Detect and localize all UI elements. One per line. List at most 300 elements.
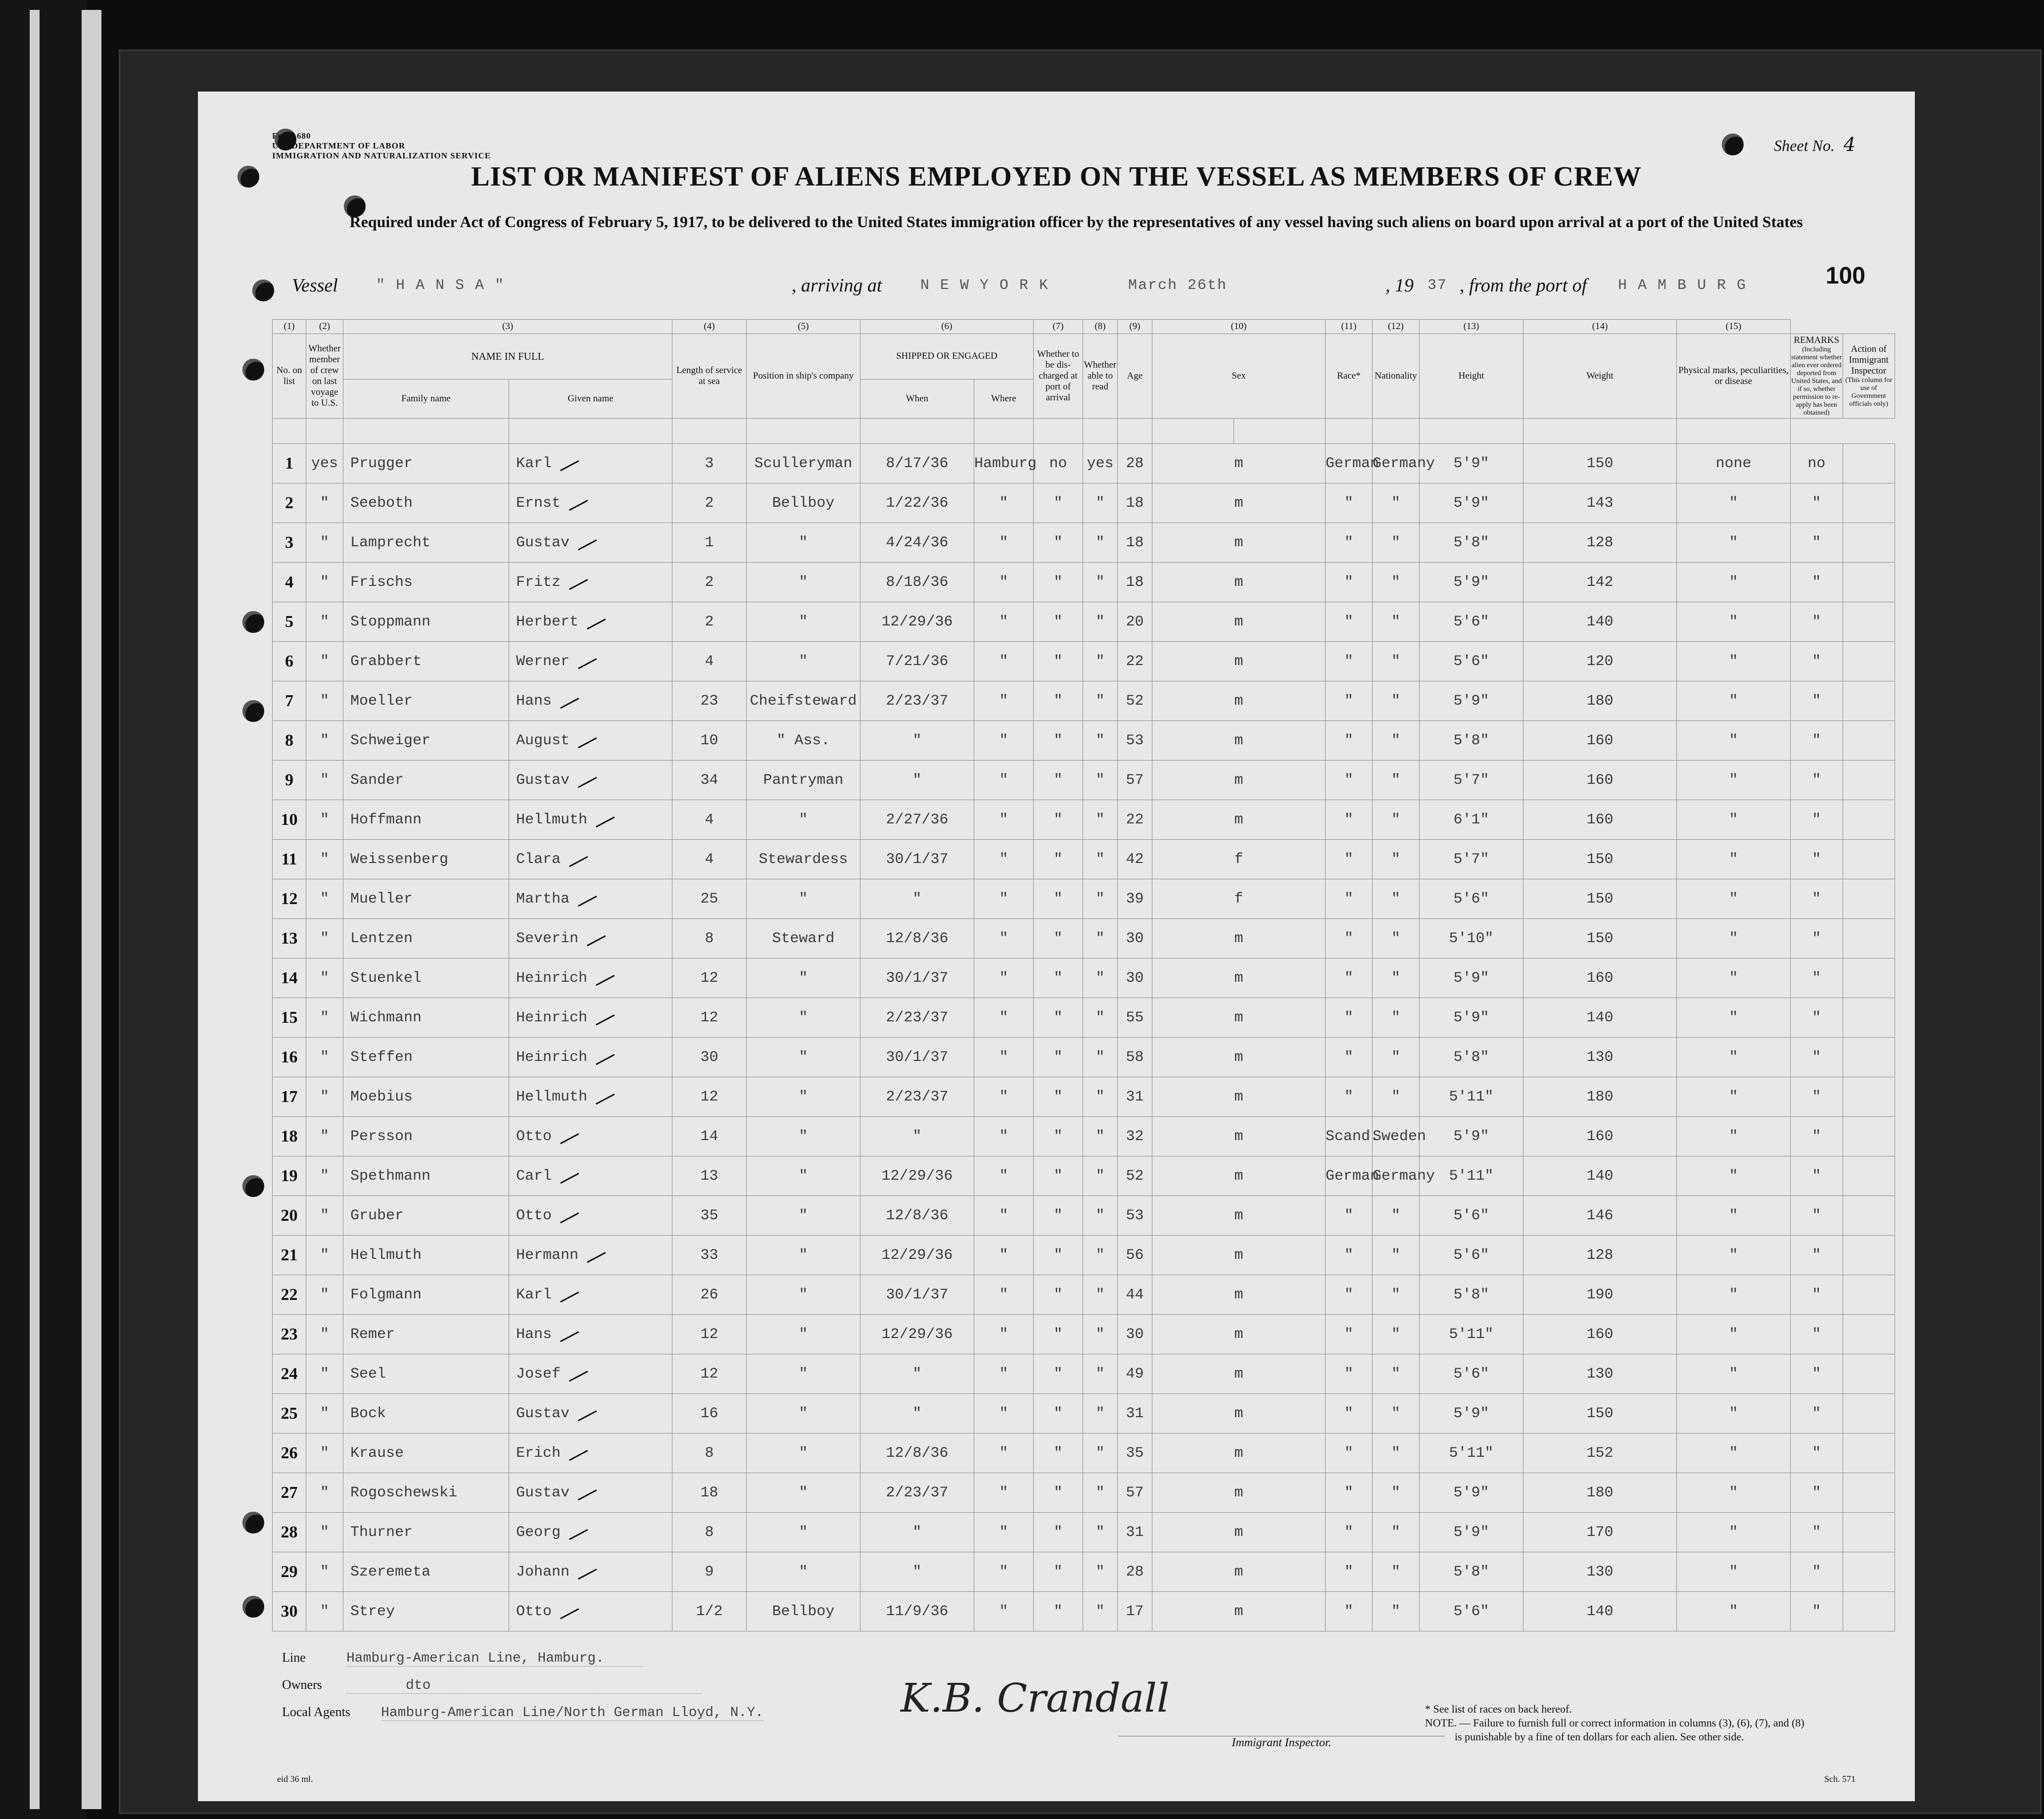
given-value: Herbert xyxy=(516,614,579,630)
column-header-discharged: Whether to be dis-charged at port of arrival xyxy=(1034,334,1083,419)
crew-value: " xyxy=(320,1049,329,1066)
weight-value: 152 xyxy=(1586,1444,1614,1462)
cell-race xyxy=(1326,1038,1373,1077)
column-header-action xyxy=(1843,334,1895,419)
page-number: 100 xyxy=(1825,263,1865,289)
cell-position xyxy=(747,1354,860,1394)
cell-weight xyxy=(1523,1434,1677,1473)
cell-discharged xyxy=(1034,642,1083,681)
when-value: 1/22/36 xyxy=(886,494,949,512)
when-value: 11/9/36 xyxy=(886,1603,949,1620)
cell-where xyxy=(974,483,1034,523)
cell-no xyxy=(273,1552,306,1592)
cell-when xyxy=(860,1236,974,1275)
age-value: 44 xyxy=(1126,1286,1144,1303)
crew-value: " xyxy=(320,613,329,630)
sex-value: m xyxy=(1234,1049,1243,1066)
cell-no xyxy=(273,1354,306,1394)
cell-age xyxy=(1118,1473,1152,1513)
cell-when xyxy=(860,1592,974,1631)
cell-marks xyxy=(1677,919,1791,958)
cell-marks xyxy=(1677,523,1791,563)
cell-family xyxy=(343,800,509,840)
position-value: Sculleryman xyxy=(754,455,853,472)
read-value: " xyxy=(1095,1563,1105,1580)
cell-service xyxy=(672,998,747,1038)
when-value: 12/29/36 xyxy=(881,1326,953,1343)
cell-position xyxy=(747,998,860,1038)
given-value: Clara xyxy=(516,851,561,868)
when-value: 4/24/36 xyxy=(886,534,949,551)
cell-no xyxy=(273,444,306,483)
cell-height xyxy=(1420,1354,1523,1394)
table-row xyxy=(273,1552,1895,1592)
cell-when xyxy=(860,1354,974,1394)
sheet-number-label: Sheet No. xyxy=(1774,137,1835,154)
position-value: " xyxy=(799,1484,808,1501)
sex-value: m xyxy=(1234,1246,1243,1264)
cell-service xyxy=(672,761,747,800)
family-value: Lamprecht xyxy=(350,534,431,551)
read-value: " xyxy=(1095,1128,1105,1145)
nationality-value: " xyxy=(1391,969,1400,987)
cell-given xyxy=(509,1513,672,1552)
cell-nationality xyxy=(1373,1156,1435,1196)
cell-age xyxy=(1118,1315,1152,1354)
cell-when xyxy=(860,1117,974,1156)
discharged-value: " xyxy=(1053,1167,1063,1185)
cell-action xyxy=(1843,1156,1895,1196)
family-value: Remer xyxy=(350,1326,395,1343)
column-number: (10) xyxy=(1152,320,1326,334)
cell-height xyxy=(1420,1196,1523,1236)
given-value: Johann xyxy=(516,1564,570,1580)
marks-value: " xyxy=(1729,1128,1738,1145)
cell-position xyxy=(747,1434,860,1473)
marks-value: " xyxy=(1729,1286,1738,1303)
discharged-value: " xyxy=(1053,653,1063,670)
cell-discharged xyxy=(1034,800,1083,840)
cell-action xyxy=(1843,1434,1895,1473)
no-value: 13 xyxy=(281,929,298,948)
no-value: 2 xyxy=(285,493,293,512)
cell-discharged xyxy=(1034,879,1083,919)
form-identifier xyxy=(272,131,491,161)
race-value: German xyxy=(1326,1167,1379,1185)
remarks-value: " xyxy=(1812,1167,1821,1185)
cell-service xyxy=(672,1117,747,1156)
cell-service xyxy=(672,800,747,840)
cell-when xyxy=(860,1513,974,1552)
cell-marks xyxy=(1677,840,1791,879)
crew-rows xyxy=(273,444,1895,1631)
cell-given xyxy=(509,642,672,681)
where-value: " xyxy=(999,1286,1008,1303)
cell-sex xyxy=(1152,642,1326,681)
cell-position xyxy=(747,1077,860,1117)
table-row xyxy=(273,1156,1895,1196)
marks-value: " xyxy=(1729,1009,1738,1026)
cell-nationality xyxy=(1373,1038,1420,1077)
cell-service xyxy=(672,958,747,998)
table-row xyxy=(273,642,1895,681)
remarks-note: (Including statement whether alien ever ordered deported from United States, and if so, whether permission to re-apply has been obtained) xyxy=(1791,346,1842,417)
cell-remarks xyxy=(1791,1394,1843,1434)
page-subtitle: Required under Act of Congress of February 5, 1917, to be delivered to the United States immigration officer by the representatives of any vessel having such aliens on board upon arrival at a port of the United States xyxy=(349,213,1803,231)
service-value: 14 xyxy=(700,1128,718,1145)
nationality-value: " xyxy=(1391,1563,1400,1580)
cell-action xyxy=(1843,879,1895,919)
agents-value: Hamburg-American Line/North German Lloyd, N.Y. xyxy=(381,1705,763,1721)
crew-value: " xyxy=(320,1484,329,1501)
family-value: Hellmuth xyxy=(350,1246,422,1264)
service-value: 1/2 xyxy=(696,1603,723,1620)
column-number-row xyxy=(273,320,1895,334)
crew-value: " xyxy=(320,1365,329,1383)
position-value: " xyxy=(799,613,808,630)
cell-when xyxy=(860,681,974,721)
cell-service xyxy=(672,681,747,721)
cell-where xyxy=(974,800,1034,840)
cell-discharged xyxy=(1034,523,1083,563)
cell-where xyxy=(974,919,1034,958)
cell-age xyxy=(1118,761,1152,800)
cell-action xyxy=(1843,523,1895,563)
check-mark xyxy=(564,490,588,511)
discharged-value: " xyxy=(1053,1207,1063,1224)
cell-read xyxy=(1083,1434,1118,1473)
nationality-value: " xyxy=(1391,692,1400,710)
age-value: 28 xyxy=(1126,1563,1144,1580)
year-prefix: , 19 xyxy=(1385,275,1414,296)
no-value: 24 xyxy=(281,1364,298,1383)
read-value: yes xyxy=(1087,455,1114,472)
cell-when xyxy=(860,642,974,681)
cell-where xyxy=(974,523,1034,563)
marks-value: " xyxy=(1729,851,1738,868)
service-value: 12 xyxy=(700,1365,718,1383)
cell-position xyxy=(747,1394,860,1434)
cell-where xyxy=(974,444,1037,483)
cell-action xyxy=(1843,1552,1895,1592)
cell-service xyxy=(672,444,747,483)
weight-value: 160 xyxy=(1586,969,1614,987)
cell-no xyxy=(273,998,306,1038)
check-mark xyxy=(573,1480,597,1501)
read-value: " xyxy=(1095,1088,1105,1105)
height-value: 5'9" xyxy=(1453,969,1489,987)
cell-action xyxy=(1843,1592,1895,1631)
where-value: " xyxy=(999,1603,1008,1620)
family-value: Rogoschewski xyxy=(350,1484,458,1501)
column-header-height: Height xyxy=(1420,334,1523,419)
cell-no xyxy=(273,1117,306,1156)
given-value: Heinrich xyxy=(516,1049,588,1066)
crew-value: " xyxy=(320,1128,329,1145)
cell-crew xyxy=(306,1275,343,1315)
cell-service xyxy=(672,563,747,602)
owners-label: Owners xyxy=(282,1677,322,1692)
weight-value: 128 xyxy=(1586,534,1614,551)
check-mark xyxy=(564,847,588,867)
cell-age xyxy=(1118,1513,1152,1552)
crew-value: " xyxy=(320,1326,329,1343)
remarks-value: " xyxy=(1812,1128,1821,1145)
column-number: (2) xyxy=(306,320,343,334)
weight-value: 190 xyxy=(1586,1286,1614,1303)
table-row xyxy=(273,1592,1895,1631)
no-value: 6 xyxy=(285,652,293,670)
check-mark xyxy=(564,570,588,590)
cell-action xyxy=(1843,721,1895,761)
cell-read xyxy=(1083,563,1118,602)
when-value: 30/1/37 xyxy=(886,969,949,987)
cell-given xyxy=(509,1473,672,1513)
cell-read xyxy=(1083,602,1118,642)
cell-discharged xyxy=(1034,1196,1083,1236)
cell-nationality xyxy=(1373,1236,1420,1275)
cell-marks xyxy=(1677,1592,1791,1631)
read-value: " xyxy=(1095,574,1105,591)
no-value: 28 xyxy=(281,1523,298,1541)
cell-remarks xyxy=(1791,840,1843,879)
column-number: (9) xyxy=(1118,320,1152,334)
discharged-value: " xyxy=(1053,1326,1063,1343)
cell-given xyxy=(509,879,672,919)
cell-age xyxy=(1118,1117,1152,1156)
cell-age xyxy=(1118,998,1152,1038)
sex-value: m xyxy=(1234,1603,1243,1620)
nationality-value: " xyxy=(1391,1088,1400,1105)
remarks-value: " xyxy=(1812,692,1821,710)
discharged-value: " xyxy=(1053,1484,1063,1501)
cell-sex xyxy=(1152,1196,1326,1236)
cell-where xyxy=(974,1117,1034,1156)
table-row xyxy=(273,1473,1895,1513)
remarks-value: " xyxy=(1812,1246,1821,1264)
position-value: " xyxy=(799,1444,808,1462)
given-value: Severin xyxy=(516,930,579,947)
discharged-value: " xyxy=(1053,1246,1063,1264)
position-value: " xyxy=(799,1405,808,1422)
service-value: 8 xyxy=(705,930,714,947)
sex-value: m xyxy=(1234,1326,1243,1343)
when-value: " xyxy=(912,1365,922,1383)
cell-height xyxy=(1420,1592,1523,1631)
cell-race xyxy=(1326,1552,1373,1592)
cell-read xyxy=(1083,998,1118,1038)
column-header-family-name: Family name xyxy=(343,379,509,418)
marks-value: " xyxy=(1729,969,1738,987)
table-row xyxy=(273,444,1895,483)
position-value: Pantryman xyxy=(763,771,844,789)
cell-height xyxy=(1420,1473,1523,1513)
crew-value: " xyxy=(320,653,329,670)
cell-service xyxy=(672,483,747,523)
cell-when xyxy=(860,563,974,602)
crew-value: " xyxy=(320,969,329,987)
discharged-value: " xyxy=(1053,1563,1063,1580)
cell-crew xyxy=(306,1117,343,1156)
discharged-value: " xyxy=(1053,1049,1063,1066)
height-value: 5'9" xyxy=(1453,1009,1489,1026)
service-value: 23 xyxy=(700,692,718,710)
check-mark xyxy=(555,1599,579,1620)
cell-age xyxy=(1118,879,1152,919)
when-value: 12/8/36 xyxy=(886,1207,949,1224)
cell-sex xyxy=(1152,998,1326,1038)
race-value: " xyxy=(1344,811,1353,828)
cell-age xyxy=(1118,1354,1152,1394)
table-row xyxy=(273,1236,1895,1275)
check-mark xyxy=(555,451,579,472)
remarks-value: " xyxy=(1812,1524,1821,1541)
cell-when xyxy=(860,761,974,800)
cell-service xyxy=(672,840,747,879)
cell-height xyxy=(1420,998,1523,1038)
service-name: IMMIGRATION AND NATURALIZATION SERVICE xyxy=(272,151,491,160)
given-value: Heinrich xyxy=(516,1009,588,1026)
sex-value: m xyxy=(1234,732,1243,749)
no-value: 9 xyxy=(285,770,293,789)
column-header-nationality: Nationality xyxy=(1373,334,1420,419)
age-value: 53 xyxy=(1126,732,1144,749)
cell-nationality xyxy=(1373,761,1420,800)
cell-height xyxy=(1420,800,1523,840)
cell-remarks xyxy=(1791,1434,1843,1473)
column-header-shipped: SHIPPED OR ENGAGED xyxy=(860,334,1034,380)
cell-height xyxy=(1420,958,1523,998)
cell-where xyxy=(974,563,1034,602)
year-suffix: 37 xyxy=(1427,277,1448,294)
where-value: " xyxy=(999,732,1008,749)
cell-height xyxy=(1420,483,1523,523)
cell-discharged xyxy=(1034,1156,1083,1196)
marks-value: " xyxy=(1729,1405,1738,1422)
cell-nationality xyxy=(1373,1552,1420,1592)
cell-discharged xyxy=(1034,681,1083,721)
cell-when xyxy=(860,721,974,761)
cell-sex xyxy=(1152,1038,1326,1077)
service-value: 1 xyxy=(705,534,714,551)
no-value: 27 xyxy=(281,1483,298,1502)
no-value: 5 xyxy=(285,612,293,631)
cell-where xyxy=(974,1038,1034,1077)
column-number: (8) xyxy=(1083,320,1118,334)
cell-action xyxy=(1843,1354,1895,1394)
cell-race xyxy=(1326,642,1373,681)
cell-where xyxy=(974,761,1034,800)
given-value: Otto xyxy=(516,1603,552,1620)
cell-position xyxy=(747,958,860,998)
column-number: (13) xyxy=(1420,320,1523,334)
cell-family xyxy=(343,1236,509,1275)
cell-where xyxy=(974,1434,1034,1473)
cell-marks xyxy=(1677,1196,1791,1236)
cell-height xyxy=(1420,721,1523,761)
cell-discharged xyxy=(1034,1552,1083,1592)
cell-marks xyxy=(1677,1038,1791,1077)
cell-given xyxy=(509,998,672,1038)
vessel-line xyxy=(262,272,1875,302)
cell-no xyxy=(273,1196,306,1236)
nationality-value: " xyxy=(1391,1246,1400,1264)
sex-value: m xyxy=(1234,969,1243,987)
crew-value: " xyxy=(320,1286,329,1303)
cell-weight xyxy=(1523,1077,1677,1117)
cell-crew xyxy=(306,1394,343,1434)
cell-discharged xyxy=(1034,483,1083,523)
sex-value: m xyxy=(1234,574,1243,591)
table-row xyxy=(273,602,1895,642)
cell-remarks xyxy=(1791,721,1843,761)
weight-value: 160 xyxy=(1586,1128,1614,1145)
marks-value: " xyxy=(1729,1484,1738,1501)
age-value: 55 xyxy=(1126,1009,1144,1026)
cell-action xyxy=(1843,444,1895,483)
remarks-value: " xyxy=(1812,1563,1821,1580)
discharged-value: " xyxy=(1053,969,1063,987)
position-value: " xyxy=(799,1009,808,1026)
nationality-value: " xyxy=(1391,574,1400,591)
no-value: 20 xyxy=(281,1206,298,1225)
given-value: Gustav xyxy=(516,534,570,551)
cell-age xyxy=(1118,1196,1152,1236)
cell-service xyxy=(672,1434,747,1473)
given-value: Carl xyxy=(516,1168,552,1185)
weight-value: 120 xyxy=(1586,653,1614,670)
marks-value: " xyxy=(1729,1049,1738,1066)
when-value: " xyxy=(912,1405,922,1422)
table-row xyxy=(273,563,1895,602)
weight-value: 150 xyxy=(1586,851,1614,868)
cell-read xyxy=(1083,1275,1118,1315)
age-value: 30 xyxy=(1126,930,1144,947)
when-value: " xyxy=(912,732,922,749)
cell-read xyxy=(1083,483,1118,523)
cell-read xyxy=(1083,1552,1118,1592)
cell-read xyxy=(1083,1236,1118,1275)
position-value: " xyxy=(799,1365,808,1383)
cell-race xyxy=(1326,761,1373,800)
cell-weight xyxy=(1523,1156,1677,1196)
binder-strip xyxy=(30,10,40,1809)
sex-value: m xyxy=(1234,1524,1243,1541)
age-value: 32 xyxy=(1126,1128,1144,1145)
service-value: 26 xyxy=(700,1286,718,1303)
where-value: " xyxy=(999,890,1008,908)
when-value: " xyxy=(912,1563,922,1580)
cell-crew xyxy=(306,681,343,721)
position-value: " Ass. xyxy=(776,732,830,749)
remarks-value: " xyxy=(1812,653,1821,670)
height-value: 5'9" xyxy=(1453,1128,1489,1145)
cell-given xyxy=(509,1315,672,1354)
cell-age xyxy=(1118,483,1152,523)
cell-service xyxy=(672,1236,747,1275)
marks-value: " xyxy=(1729,930,1738,947)
when-value: 7/21/36 xyxy=(886,653,949,670)
family-value: Krause xyxy=(350,1444,404,1462)
crew-value: " xyxy=(320,1088,329,1105)
age-value: 31 xyxy=(1126,1524,1144,1541)
crew-value: " xyxy=(320,574,329,591)
cell-when xyxy=(860,1275,974,1315)
races-note: * See list of races on back hereof. xyxy=(1425,1703,1572,1715)
given-value: Georg xyxy=(516,1524,561,1541)
remarks-value: " xyxy=(1812,851,1821,868)
cell-action xyxy=(1843,1473,1895,1513)
